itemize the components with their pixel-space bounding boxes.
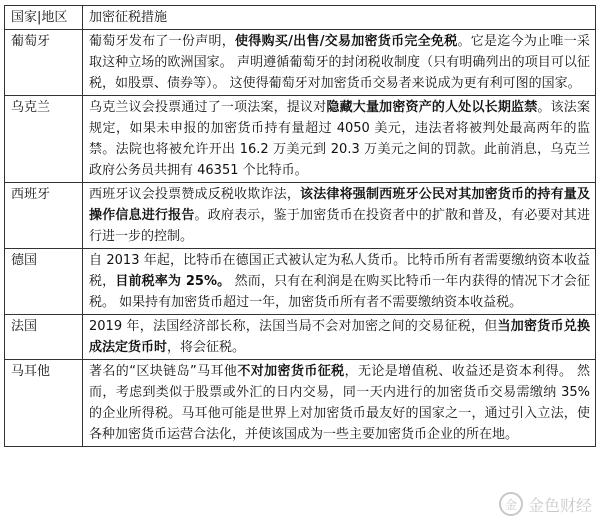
- measure-text: 著名的“区块链岛”马耳他: [89, 364, 238, 379]
- table-row: [5, 249, 596, 315]
- measure-text: 乌克兰议会投票通过了一项法案，提议对: [89, 100, 327, 115]
- watermark: [499, 492, 592, 516]
- measure-cell: [83, 315, 596, 360]
- country-cell: 德国: [5, 249, 83, 315]
- measure-text: ，将会征税。: [167, 340, 246, 355]
- measure-text: 西班牙议会投票赞成反税收欺诈法，: [89, 187, 301, 202]
- measure-text: 然而，只有在利润是在购买比特币一年内获得的情况下才会征税。 如果持有加密货币超过一年，加密货币所有者不需要缴纳资本收益税。: [89, 274, 590, 310]
- highlight-text: 目前税率为 25%。: [115, 274, 231, 289]
- country-cell: 马耳他: [5, 360, 83, 447]
- country-cell: 西班牙: [5, 183, 83, 249]
- measure-text: 自 2013 年起，比特币在德国正式被认定为私人货币。比特币所有者需要缴纳资本收益税，: [89, 253, 590, 289]
- measure-cell: [83, 183, 596, 249]
- measure-text: ，无论是增值税、收益还是资本利得。 然而，考虑到类似于股票或外汇的日内交易，同一天内进行的加密货币交易需缴纳 35%的企业所得税。马耳他可能是世界上对加密货币最友好的国家之一，通过引入立法，使各种加密货币运营合法化，并使该国成为一些主要加密货币企业的所在地。: [89, 364, 590, 442]
- highlight-text: 该法律将强制西班牙公民对其加密货币的持有量及操作信息进行报告: [89, 187, 590, 223]
- measure-text: 2019 年，法国经济部长称，法国当局不会对加密之间的交易征税，但: [89, 319, 498, 334]
- header-country: 国家|地区: [5, 6, 83, 30]
- highlight-text: 当加密货币兑换成法定货币时: [89, 319, 590, 355]
- country-cell: 乌克兰: [5, 96, 83, 183]
- measure-cell: [83, 360, 596, 447]
- table-row: [5, 315, 596, 360]
- measure-text: 葡萄牙发布了一份声明，: [89, 34, 236, 49]
- highlight-text: 隐藏大量加密资产的人处以长期监禁: [326, 100, 538, 115]
- measure-text: 。该法案规定，如果未申报的加密货币持有量超过 4050 美元，违法者将被判处最高两年的监禁。法院也将被允许开出 16.2 万美元到 20.3 万美元之间的罚款。此前消息，乌克兰政府公务员共拥有 46351 个比特币。: [89, 100, 590, 178]
- watermark-text: 金色财经: [527, 495, 592, 515]
- measure-cell: [83, 30, 596, 96]
- measure-text: 。它是迄今为止唯一采取这种立场的欧洲国家。 声明遵循葡萄牙的封闭税收制度（只有明确列出的项目可以征税，如股票、债券等）。 这使得葡萄牙对加密货币交易者来说成为更有利可图的国家。: [89, 34, 590, 91]
- table-row: [5, 183, 596, 249]
- table-row: [5, 96, 596, 183]
- watermark-logo-icon: 金: [499, 492, 523, 516]
- highlight-text: 使得购买/出售/交易加密货币完全免税: [235, 34, 458, 49]
- header-measures: 加密征税措施: [83, 6, 596, 30]
- measure-cell: [83, 249, 596, 315]
- table-row: [5, 360, 596, 447]
- country-cell: 葡萄牙: [5, 30, 83, 96]
- country-cell: 法国: [5, 315, 83, 360]
- table-row: [5, 30, 596, 96]
- measure-text: 。政府表示，鉴于加密货币在投资者中的扩散和普及，有必要对其进行进一步的控制。: [89, 208, 590, 244]
- measure-cell: [83, 96, 596, 183]
- table-header-row: [5, 6, 596, 30]
- highlight-text: 不对加密货币征税: [237, 364, 345, 379]
- crypto-tax-table: [4, 5, 596, 447]
